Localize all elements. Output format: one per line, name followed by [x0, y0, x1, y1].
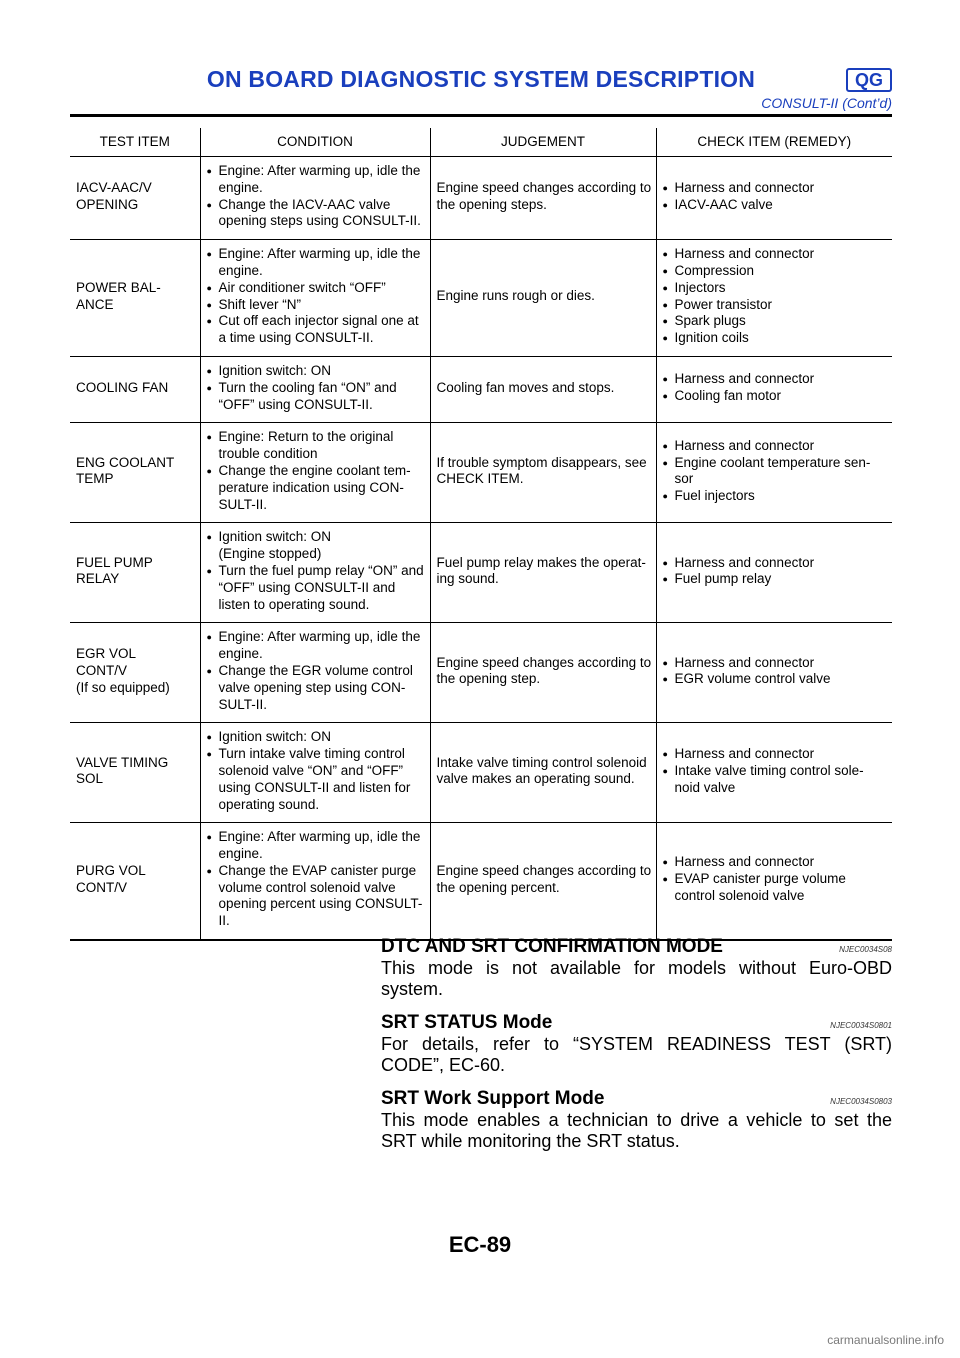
condition-list	[207, 246, 426, 347]
judgement-cell	[430, 356, 656, 422]
check-item: ● Harness and connector	[663, 746, 889, 763]
watermark: carmanualsonline.info	[827, 1333, 944, 1347]
check-item-cell	[656, 423, 892, 523]
condition-cell	[200, 523, 430, 623]
test-item-text: VALVE TIMING SOL	[76, 754, 169, 787]
condition-item: ● Cut off each injector signal one at a time using CONSULT-II.	[207, 313, 426, 347]
test-item-cell	[70, 240, 200, 357]
column-header-judgement: JUDGEMENT	[430, 128, 656, 157]
condition-list	[207, 429, 426, 513]
condition-list	[207, 729, 426, 813]
table-row	[70, 523, 892, 623]
section-heading	[381, 1008, 892, 1034]
check-item-list	[663, 371, 889, 405]
check-item: ● Harness and connector	[663, 555, 889, 572]
condition-cell	[200, 423, 430, 523]
judgement-cell	[430, 723, 656, 823]
check-item-list	[663, 854, 889, 904]
condition-item: ● Engine: After warming up, idle the engine.	[207, 246, 426, 280]
test-item-text: ENG COOLANT TEMP	[76, 454, 175, 487]
header-divider	[70, 114, 892, 117]
section-heading	[381, 932, 892, 958]
condition-item: ● Engine: After warming up, idle the engine.	[207, 629, 426, 663]
test-item-cell	[70, 157, 200, 240]
condition-item: ● Change the EVAP canister purge volume control solenoid valve opening percent using CONSULT-II.	[207, 863, 426, 930]
test-item-text: IACV-AAC/V OPENING	[76, 179, 152, 212]
check-item-cell	[656, 523, 892, 623]
test-item-cell	[70, 623, 200, 723]
check-item: ● Power transistor	[663, 297, 889, 314]
check-item: ● Harness and connector	[663, 438, 889, 455]
check-item-cell	[656, 157, 892, 240]
section-title: SRT STATUS Mode	[381, 1012, 553, 1033]
table-body	[70, 157, 892, 941]
test-item-text: POWER BAL- ANCE	[76, 279, 161, 312]
check-item-list	[663, 746, 889, 796]
table-header-row	[70, 128, 892, 157]
condition-list	[207, 629, 426, 713]
check-item-list	[663, 180, 889, 214]
active-test-table	[70, 128, 892, 941]
check-item-cell	[656, 723, 892, 823]
judgement-cell	[430, 523, 656, 623]
condition-item: ● Engine: After warming up, idle the engine.	[207, 163, 426, 197]
judgement-text: Cooling fan moves and stops.	[436, 379, 615, 395]
judgement-text: Engine speed changes according to the opening percent.	[436, 862, 652, 895]
condition-item: ● Turn intake valve timing control solenoid valve “ON” and “OFF” using CONSULT-II and listen for operating sound.	[207, 746, 426, 813]
check-item: ● Fuel pump relay	[663, 571, 889, 588]
check-item: ● EGR volume control valve	[663, 671, 889, 688]
page-header	[70, 62, 892, 118]
condition-cell	[200, 356, 430, 422]
check-item-list	[663, 655, 889, 689]
condition-list	[207, 829, 426, 930]
judgement-cell	[430, 423, 656, 523]
condition-item: ● Ignition switch: ON (Engine stopped)	[207, 529, 426, 563]
column-header-test-item: TEST ITEM	[70, 128, 200, 157]
condition-cell	[200, 240, 430, 357]
check-item-cell	[656, 623, 892, 723]
condition-item: ● Air conditioner switch “OFF”	[207, 280, 426, 297]
check-item: ● Engine coolant temperature sen- sor	[663, 455, 889, 489]
condition-item: ● Engine: Return to the original trouble condition	[207, 429, 426, 463]
judgement-text: Fuel pump relay makes the operat- ing sound.	[436, 554, 646, 587]
page-subtitle: CONSULT-II (Cont’d)	[761, 95, 892, 111]
table-row	[70, 356, 892, 422]
section-reference-code: NJEC0034S0803	[830, 1097, 892, 1106]
table-row	[70, 423, 892, 523]
section-reference-code: NJEC0034S08	[839, 945, 892, 954]
judgement-cell	[430, 623, 656, 723]
check-item-cell	[656, 823, 892, 940]
section-heading	[381, 1084, 892, 1110]
column-header-condition: CONDITION	[200, 128, 430, 157]
condition-list	[207, 363, 426, 413]
judgement-text: Engine speed changes according to the opening step.	[436, 654, 652, 687]
check-item: ● Ignition coils	[663, 330, 889, 347]
check-item: ● Intake valve timing control sole- noid valve	[663, 763, 889, 797]
table-row	[70, 157, 892, 240]
test-item-text: FUEL PUMP RELAY	[76, 554, 153, 587]
test-item-cell	[70, 356, 200, 422]
condition-item: ● Shift lever “N”	[207, 297, 426, 314]
condition-cell	[200, 157, 430, 240]
condition-item: ● Ignition switch: ON	[207, 729, 426, 746]
engine-code-badge: QG	[846, 68, 892, 92]
check-item: ● Harness and connector	[663, 655, 889, 672]
test-item-text: COOLING FAN	[76, 379, 169, 395]
page-title: ON BOARD DIAGNOSTIC SYSTEM DESCRIPTION	[206, 66, 756, 92]
section-reference-code: NJEC0034S0801	[830, 1021, 892, 1030]
section-body: For details, refer to “SYSTEM READINESS TEST (SRT) CODE”, EC-60.	[381, 1034, 892, 1075]
condition-cell	[200, 823, 430, 940]
test-item-cell	[70, 823, 200, 940]
test-item-cell	[70, 423, 200, 523]
condition-item: ● Turn the fuel pump relay “ON” and “OFF” using CONSULT-II and listen to operating sound.	[207, 563, 426, 613]
condition-item: ● Ignition switch: ON	[207, 363, 426, 380]
section-body: This mode enables a technician to drive a vehicle to set the SRT while monitoring the SRT status.	[381, 1110, 892, 1151]
check-item: ● Fuel injectors	[663, 488, 889, 505]
section-title: DTC AND SRT CONFIRMATION MODE	[381, 936, 723, 957]
condition-cell	[200, 723, 430, 823]
judgement-text: Intake valve timing control solenoid valve makes an operating sound.	[436, 754, 647, 787]
judgement-text: If trouble symptom disappears, see CHECK ITEM.	[436, 454, 647, 487]
check-item-cell	[656, 240, 892, 357]
check-item-list	[663, 555, 889, 589]
judgement-text: Engine speed changes according to the opening steps.	[436, 179, 652, 212]
test-item-text: PURG VOL CONT/V	[76, 862, 146, 895]
check-item: ● Harness and connector	[663, 854, 889, 871]
check-item: ● EVAP canister purge volume control solenoid valve	[663, 871, 889, 905]
table-row	[70, 723, 892, 823]
judgement-cell	[430, 157, 656, 240]
table-row	[70, 623, 892, 723]
test-item-cell	[70, 523, 200, 623]
judgement-cell	[430, 240, 656, 357]
check-item: ● Spark plugs	[663, 313, 889, 330]
condition-item: ● Change the engine coolant tem- perature indication using CON- SULT-II.	[207, 463, 426, 513]
check-item: ● Harness and connector	[663, 246, 889, 263]
check-item: ● Harness and connector	[663, 371, 889, 388]
judgement-text: Engine runs rough or dies.	[436, 288, 595, 304]
check-item-cell	[656, 356, 892, 422]
condition-item: ● Change the EGR volume control valve opening step using CON- SULT-II.	[207, 663, 426, 713]
column-header-check-item: CHECK ITEM (REMEDY)	[656, 128, 892, 157]
check-item-list	[663, 438, 889, 505]
condition-item: ● Engine: After warming up, idle the engine.	[207, 829, 426, 863]
condition-item: ● Turn the cooling fan “ON” and “OFF” using CONSULT-II.	[207, 380, 426, 414]
judgement-cell	[430, 823, 656, 940]
section-body: This mode is not available for models without Euro-OBD system.	[381, 958, 892, 999]
check-item: ● Compression	[663, 263, 889, 280]
mode-sections	[381, 932, 892, 1152]
test-item-text: EGR VOL CONT/V (If so equipped)	[76, 646, 170, 695]
test-item-cell	[70, 723, 200, 823]
check-item-list	[663, 246, 889, 347]
check-item: ● IACV-AAC valve	[663, 197, 889, 214]
table-row	[70, 823, 892, 940]
check-item: ● Injectors	[663, 280, 889, 297]
page-number: EC-89	[448, 1232, 512, 1257]
condition-list	[207, 163, 426, 230]
condition-cell	[200, 623, 430, 723]
condition-item: ● Change the IACV-AAC valve opening steps using CONSULT-II.	[207, 197, 426, 231]
check-item: ● Cooling fan motor	[663, 388, 889, 405]
check-item: ● Harness and connector	[663, 180, 889, 197]
table-row	[70, 240, 892, 357]
condition-list	[207, 529, 426, 613]
section-title: SRT Work Support Mode	[381, 1088, 605, 1109]
